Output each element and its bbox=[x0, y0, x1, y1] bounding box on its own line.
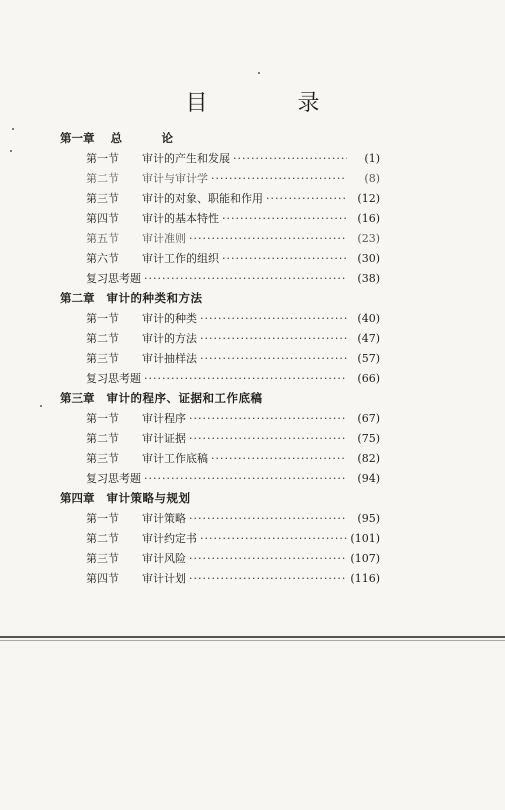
page-number: (30) bbox=[357, 251, 380, 265]
section-title: 审计证据 bbox=[142, 432, 186, 445]
section-number: 第四节 bbox=[86, 212, 119, 225]
review-title: 复习思考题 bbox=[86, 472, 141, 485]
chapter-heading bbox=[60, 128, 380, 148]
toc-entry bbox=[60, 428, 380, 448]
table-of-contents bbox=[60, 128, 380, 588]
section-title: 审计与审计学 bbox=[142, 172, 208, 185]
dot-leader bbox=[144, 472, 347, 485]
toc-entry bbox=[60, 168, 380, 188]
review-title: 复习思考题 bbox=[86, 272, 141, 285]
section-number: 第一节 bbox=[86, 412, 119, 425]
section-title: 审计策略 bbox=[142, 512, 186, 525]
dot-leader bbox=[189, 232, 347, 245]
dot-leader bbox=[222, 212, 347, 225]
section-title: 审计的产生和发展 bbox=[142, 152, 230, 165]
chapter-number: 第一章 bbox=[60, 131, 95, 145]
toc-entry bbox=[60, 328, 380, 348]
toc-entry bbox=[60, 548, 380, 568]
chapter-number: 第三章 bbox=[60, 391, 95, 405]
page-number: (94) bbox=[357, 471, 380, 485]
dot-leader bbox=[189, 412, 347, 425]
page-number: (47) bbox=[357, 331, 380, 345]
toc-entry bbox=[60, 448, 380, 468]
review-entry bbox=[60, 368, 380, 388]
section-number: 第二节 bbox=[86, 172, 119, 185]
toc-entry bbox=[60, 568, 380, 588]
chapter-heading bbox=[60, 288, 380, 308]
dot-leader bbox=[189, 512, 347, 525]
section-number: 第二节 bbox=[86, 532, 119, 545]
chapter-title: 审计的种类和方法 bbox=[106, 291, 203, 305]
toc-entry bbox=[60, 528, 380, 548]
page-number: (75) bbox=[357, 431, 380, 445]
dot-leader bbox=[144, 372, 347, 385]
chapter-number: 第四章 bbox=[60, 491, 95, 505]
chapter-title: 审计策略与规划 bbox=[106, 491, 191, 505]
dot-leader bbox=[144, 272, 347, 285]
section-title: 审计工作底稿 bbox=[142, 452, 208, 465]
dot-leader bbox=[211, 452, 347, 465]
section-title: 审计工作的组织 bbox=[142, 252, 219, 265]
scan-speck bbox=[10, 150, 12, 152]
section-title: 审计约定书 bbox=[142, 532, 197, 545]
dot-leader bbox=[211, 172, 347, 185]
section-number: 第三节 bbox=[86, 552, 119, 565]
section-title: 审计风险 bbox=[142, 552, 186, 565]
toc-entry bbox=[60, 248, 380, 268]
page-number: (95) bbox=[357, 511, 380, 525]
toc-entry bbox=[60, 208, 380, 228]
horizontal-rule bbox=[0, 636, 505, 638]
section-title: 审计抽样法 bbox=[142, 352, 197, 365]
dot-leader bbox=[222, 252, 347, 265]
toc-entry bbox=[60, 228, 380, 248]
section-number: 第一节 bbox=[86, 312, 119, 325]
scan-speck bbox=[12, 128, 14, 130]
toc-entry bbox=[60, 188, 380, 208]
section-number: 第一节 bbox=[86, 152, 119, 165]
chapter-heading bbox=[60, 388, 380, 408]
chapter-heading bbox=[60, 488, 380, 508]
page-title: 目 录 bbox=[185, 91, 354, 116]
page-number: (66) bbox=[357, 371, 380, 385]
toc-entry bbox=[60, 348, 380, 368]
toc-entry bbox=[60, 148, 380, 168]
section-title: 审计的基本特性 bbox=[142, 212, 219, 225]
page-number: (40) bbox=[357, 311, 380, 325]
dot-leader bbox=[200, 352, 347, 365]
dot-leader bbox=[189, 432, 347, 445]
page-number: (16) bbox=[357, 211, 380, 225]
scan-speck bbox=[40, 405, 42, 407]
section-number: 第一节 bbox=[86, 512, 119, 525]
section-title: 审计计划 bbox=[142, 572, 186, 585]
dot-leader bbox=[200, 332, 347, 345]
dot-leader bbox=[189, 552, 347, 565]
page-number: (82) bbox=[357, 451, 380, 465]
review-title: 复习思考题 bbox=[86, 372, 141, 385]
section-number: 第三节 bbox=[86, 192, 119, 205]
section-title: 审计程序 bbox=[142, 412, 186, 425]
section-number: 第四节 bbox=[86, 572, 119, 585]
horizontal-rule-faint bbox=[0, 640, 505, 641]
page-number: (12) bbox=[357, 191, 380, 205]
section-number: 第三节 bbox=[86, 352, 119, 365]
section-number: 第三节 bbox=[86, 452, 119, 465]
section-number: 第二节 bbox=[86, 432, 119, 445]
toc-entry bbox=[60, 508, 380, 528]
page-number: (67) bbox=[357, 411, 380, 425]
page-number: (116) bbox=[350, 571, 380, 585]
page-number: (23) bbox=[357, 231, 380, 245]
scan-speck bbox=[258, 72, 260, 74]
dot-leader bbox=[200, 532, 347, 545]
section-title: 审计的方法 bbox=[142, 332, 197, 345]
section-number: 第五节 bbox=[86, 232, 119, 245]
dot-leader bbox=[200, 312, 347, 325]
section-number: 第二节 bbox=[86, 332, 119, 345]
dot-leader bbox=[266, 192, 347, 205]
page-number: (57) bbox=[357, 351, 380, 365]
page-number: (107) bbox=[350, 551, 380, 565]
review-entry bbox=[60, 468, 380, 488]
section-title: 审计准则 bbox=[142, 232, 186, 245]
chapter-title: 审计的程序、证据和工作底稿 bbox=[106, 391, 263, 405]
chapter-number: 第二章 bbox=[60, 291, 95, 305]
review-entry bbox=[60, 268, 380, 288]
page-number: (38) bbox=[357, 271, 380, 285]
page-number: (101) bbox=[350, 531, 380, 545]
chapter-title: 总 论 bbox=[110, 131, 187, 145]
section-title: 审计的对象、职能和作用 bbox=[142, 192, 263, 205]
toc-entry bbox=[60, 308, 380, 328]
section-title: 审计的种类 bbox=[142, 312, 197, 325]
toc-entry bbox=[60, 408, 380, 428]
section-number: 第六节 bbox=[86, 252, 119, 265]
dot-leader bbox=[233, 152, 347, 165]
dot-leader bbox=[189, 572, 347, 585]
page-number: (1) bbox=[364, 151, 380, 165]
page-number: (8) bbox=[364, 171, 380, 185]
